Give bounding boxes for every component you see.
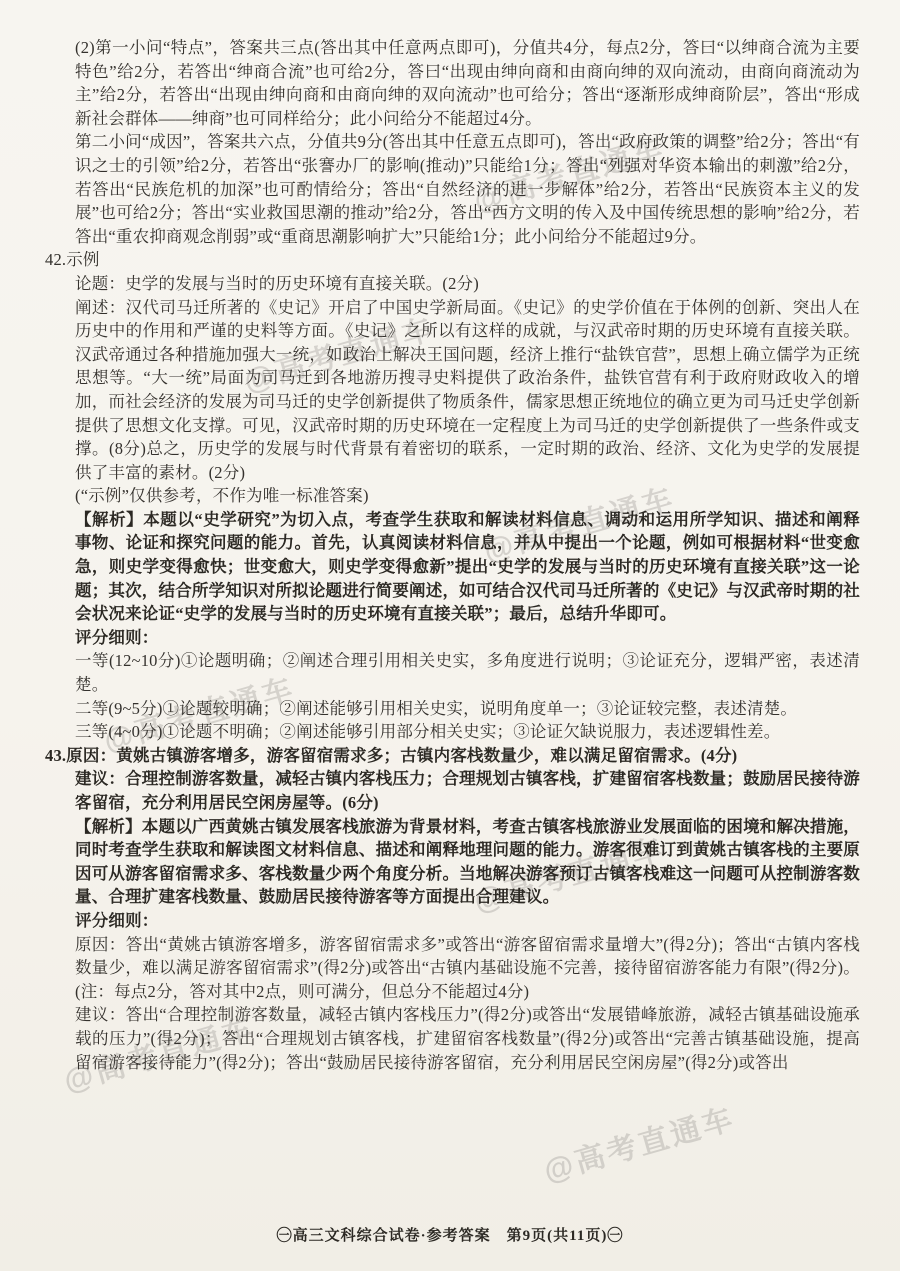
q42-exposition: 阐述：汉代司马迁所著的《史记》开启了中国史学新局面。《史记》的史学价值在于体例的创新、突出人在历史中的作用和严谨的史料等方面。《史记》之所以有这样的成就，与汉武帝时期的历史环境有直接关联。汉武帝通过各种措施加强大一统，如政治上解决王国问题，经济上推行“盐铁官营”，思想上确立儒学为正统思想等。“大一统”局面为司马迁到各地游历搜寻史料提供了政治条件，盐铁官营有利于政府财政收入的增加，而社会经济的发展为司马迁的史学创新提供了物质条件，儒家思想正统地位的确立更为司马迁史学创新提供了思想文化支撑。可见，汉武帝时期的历史环境在一定程度上为司马迁的史学创新提供了一些条件或支撑。(8分)总之，历史学的发展与时代背景有着密切的联系，一定时期的政治、经济、文化为史学的发展提供了丰富的素材。(2分) — [75, 297, 860, 482]
q42-thesis: 论题：史学的发展与当时的历史环境有直接关联。(2分) — [75, 273, 479, 293]
document-content — [45, 36, 860, 1074]
watermark-text: @高考直通车 — [540, 1102, 739, 1189]
q42-rubric-tier2: 二等(9~5分)①论题较明确；②阐述能够引用相关史实，说明角度单一；③论证较完整，表述清楚。 — [75, 698, 798, 718]
q43-analysis: 【解析】本题以广西黄姚古镇发展客栈旅游为背景材料，考查古镇客栈旅游业发展面临的困境和解决措施，同时考查学生获取和解读图文材料信息、描述和阐释地理问题的能力。游客很难订到黄姚古镇客栈的主要原因可从游客留宿需求多、客栈数量少两个角度分析。当地解决游客预订古镇客栈难这一问题可从控制游客数量、合理扩建客栈数量、鼓励居民接待游客等方面提出合理建议。 — [75, 816, 860, 907]
q43-rubric-reasons: 原因：答出“黄姚古镇游客增多，游客留宿需求多”或答出“游客留宿需求量增大”(得2分)；答出“古镇内客栈数量少，难以满足游客留宿需求”(得2分)或答出“古镇内基础设施不完善，接待留宿游客能力有限”(得2分)。(注：每点2分，答对其中2点，则可满分，但总分不能超过4分) — [75, 934, 860, 1001]
answer-41-2-characteristics: (2)第一小问“特点”，答案共三点(答出其中任意两点即可)，分值共4分，每点2分，答曰“以绅商合流为主要特色”给2分，若答出“绅商合流”也可给2分，答曰“出现由绅向商和由商向绅的双向流动，由商向商流动为主”给2分，若答出“出现由绅向商和由商向绅的双向流动”也可给分；答出“逐渐形成绅商阶层”，答出“形成新社会群体——绅商”也可同样给分；此小问给分不能超过4分。 — [75, 38, 860, 128]
q42-rubric-tier3: 三等(4~0分)①论题不明确；②阐述能够引用部分相关史实；③论证欠缺说服力，表述逻辑性差。 — [75, 722, 781, 742]
q42-rubric-heading: 评分细则： — [75, 627, 159, 647]
q42-heading: 42.示例 — [45, 250, 100, 270]
watermark-text: @高考直通车 — [60, 1012, 259, 1099]
watermark-text: @高考直通车 — [470, 832, 669, 919]
watermark-text: @高考直通车 — [470, 132, 669, 219]
q43-answer-reasons: 43.原因：黄姚古镇游客增多，游客留宿需求多；古镇内客栈数量少，难以满足留宿需求。(4分) — [45, 745, 738, 765]
page-footer: ㊀高三文科综合试卷·参考答案 第9页(共11页)㊀ — [276, 1228, 624, 1244]
watermark-text: @高考直通车 — [100, 672, 299, 759]
q42-rubric-tier1: 一等(12~10分)①论题明确；②阐述合理引用相关史实，多角度进行说明；③论证充分，逻辑严密，表述清楚。 — [75, 651, 860, 695]
watermark-text: @高考直通车 — [480, 482, 679, 569]
q43-rubric-heading: 评分细则： — [75, 910, 159, 930]
q43-answer-suggestions: 建议：合理控制游客数量，减轻古镇内客栈压力；合理规划古镇客栈，扩建留宿客栈数量；鼓励居民接待游客留宿，充分利用居民空闲房屋等。(6分) — [75, 769, 860, 812]
q43-rubric-suggestions: 建议：答出“合理控制游客数量，减轻古镇内客栈压力”(得2分)或答出“发展错峰旅游，减轻古镇基础设施承载的压力”(得2分)；答出“合理规划古镇客栈，扩建留宿客栈数量”(得2分)或答出“完善古镇基础设施，提高留宿游客接待能力”(得2分)；答出“鼓励居民接待游客留宿，充分利用居民空闲房屋”(得2分)或答出 — [75, 1005, 860, 1072]
q42-note: (“示例”仅供参考，不作为唯一标准答案) — [75, 486, 369, 506]
watermark-text: @高考直通车 — [240, 312, 439, 399]
q42-analysis: 【解析】本题以“史学研究”为切入点，考查学生获取和解读材料信息、调动和运用所学知识、描述和阐释事物、论证和探究问题的能力。首先，认真阅读材料信息，并从中提出一个论题，例如可根据材料“世变愈急，则史学变得愈快；世变愈大，则史学变得愈新”提出“史学的发展与当时的历史环境有直接关联”这一论题；其次，结合所学知识对所拟论题进行简要阐述，如可结合汉代司马迁所著的《史记》与汉武帝时期的社会状况来论证“史学的发展与当时的历史环境有直接关联”；最后，总结升华即可。 — [75, 509, 860, 624]
answer-41-2-causes: 第二小问“成因”，答案共六点，分值共9分(答出其中任意五点即可)，答出“政府政策的调整”给2分；答出“有识之士的引领”给2分，若答出“张謇办厂的影响(推动)”只能给1分；答出“列强对华资本输出的刺激”给2分，若答出“民族危机的加深”也可酌情给分；答出“自然经济的进一步解体”给2分，若答出“民族资本主义的发展”也可给2分；答出“实业救国思潮的推动”给2分，答出“西方文明的传入及中国传统思想的影响”给2分，若答出“重农抑商观念削弱”或“重商思潮影响扩大”只能给1分；此小问给分不能超过9分。 — [75, 132, 860, 246]
